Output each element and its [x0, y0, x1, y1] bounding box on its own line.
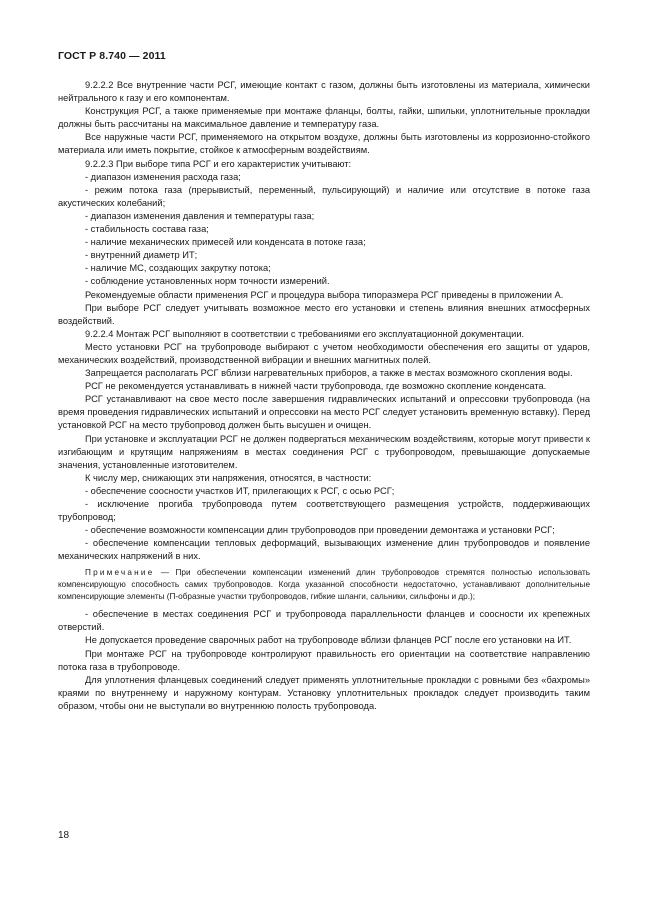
paragraph: - наличие МС, создающих закрутку потока;: [85, 263, 271, 274]
paragraph: - обеспечение возможности компенсации длин трубопроводов при проведении демонтажа и установки РСГ;: [85, 525, 555, 536]
paragraph: Запрещается располагать РСГ вблизи нагревательных приборов, а также в местах возможного скопления воды.: [85, 368, 573, 379]
paragraph: - внутренний диаметр ИТ;: [85, 250, 198, 261]
paragraph: - соблюдение установленных норм точности измерений.: [85, 276, 330, 287]
paragraphs-after-note: [58, 608, 590, 713]
paragraph: Все наружные части РСГ, применяемого на открытом воздухе, должны быть изготовлены из коррозионно-стойкого материала или иметь покрытие, стойкое к атмосферным воздействиям.: [58, 132, 590, 156]
paragraph: - наличие механических примесей или конденсата в потоке газа;: [85, 237, 366, 248]
paragraph: Для уплотнения фланцевых соединений следует применять уплотнительные прокладки с ровными без «бахромы» краями по внутреннему и наружному контурам. Установку уплотнительных прокладок следует производить таким образом, чтобы они не выступали во внутреннюю полость трубопровода.: [58, 674, 590, 711]
note-text: — При обеспечении компенсации изменений длин трубопроводов стремятся полностью использовать компенсирующую способность самих трубопроводов. Когда указанной способности недостаточно, устанавливают дополнительные компенсирующие элементы (П-образные участки трубопроводов, гибкие шланги, сальники, сильфоны и др.);: [58, 568, 590, 601]
paragraph: - диапазон изменения давления и температуры газа;: [85, 210, 315, 221]
note-label: Примечание: [85, 568, 155, 578]
paragraph: Рекомендуемые области применения РСГ и процедура выбора типоразмера РСГ приведены в приложении А.: [85, 289, 564, 300]
paragraph: К числу мер, снижающих эти напряжения, относятся, в частности:: [85, 472, 372, 483]
paragraph: Место установки РСГ на трубопроводе выбирают с учетом необходимости обеспечения его защиты от ударов, механических воздействий, производственной вибрации и внешних магнитных полей.: [58, 341, 590, 365]
paragraph: - режим потока газа (прерывистый, переменный, пульсирующий) и наличие или отсутствие в потоке газа акустических колебаний;: [58, 184, 590, 208]
paragraphs-before-note: [58, 79, 590, 563]
paragraph: - обеспечение в местах соединения РСГ и трубопровода параллельности фланцев и соосности их крепежных отверстий.: [58, 609, 590, 633]
paragraph: - обеспечение компенсации тепловых деформаций, вызывающих изменение длин трубопроводов и появление механических напряжений в них.: [58, 538, 590, 562]
paragraph: 9.2.2.3 При выборе типа РСГ и его характеристик учитывают:: [85, 158, 352, 169]
page-number: 18: [58, 830, 70, 841]
paragraph: Не допускается проведение сварочных работ на трубопроводе вблизи фланцев РСГ после его установки на ИТ.: [85, 635, 572, 646]
paragraph: 9.2.2.2 Все внутренние части РСГ, имеющие контакт с газом, должны быть изготовлены из материала, химически нейтрального к газу и его компонентам.: [58, 80, 590, 104]
paragraph: Конструкция РСГ, а также применяемые при монтаже фланцы, болты, гайки, шпильки, уплотнительные прокладки должны быть рассчитаны на максимальное давление и температуру газа.: [58, 106, 590, 130]
paragraph: При монтаже РСГ на трубопроводе контролируют правильность его ориентации на соответствие направлению потока газа в трубопроводе.: [58, 648, 590, 672]
document-header: ГОСТ Р 8.740 — 2011: [58, 50, 166, 62]
paragraph: При выборе РСГ следует учитывать возможное место его установки и степень влияния внешних атмосферных воздействий.: [58, 302, 590, 326]
paragraph: РСГ устанавливают на свое место после завершения гидравлических испытаний и опрессовки трубопровода (на время проведения гидравлических испытаний и опрессовки на место РСГ следует установить временную вставку). Перед установкой РСГ на место трубопровод должен быть высушен и очищен.: [58, 394, 590, 431]
paragraph: - стабильность состава газа;: [85, 224, 209, 235]
paragraph: При установке и эксплуатации РСГ не должен подвергаться механическим воздействиям, которые могут привести к изгибающим и крутящим напряжениям в местах соединения РСГ с трубопроводом, превышающие допускаемые значения, установленные изготовителем.: [58, 433, 590, 470]
paragraph: - исключение прогиба трубопровода путем соответствующего размещения устройств, поддерживающих трубопровод;: [58, 499, 590, 523]
document-body: [58, 79, 590, 713]
paragraph: - диапазон изменения расхода газа;: [85, 171, 241, 182]
paragraph: 9.2.2.4 Монтаж РСГ выполняют в соответствии с требованиями его эксплуатационной документации.: [85, 328, 525, 339]
paragraph: РСГ не рекомендуется устанавливать в нижней части трубопровода, где возможно скопление конденсата.: [85, 381, 547, 392]
paragraph: - обеспечение соосности участков ИТ, прилегающих к РСГ, с осью РСГ;: [85, 485, 395, 496]
note-paragraph: [58, 567, 590, 602]
